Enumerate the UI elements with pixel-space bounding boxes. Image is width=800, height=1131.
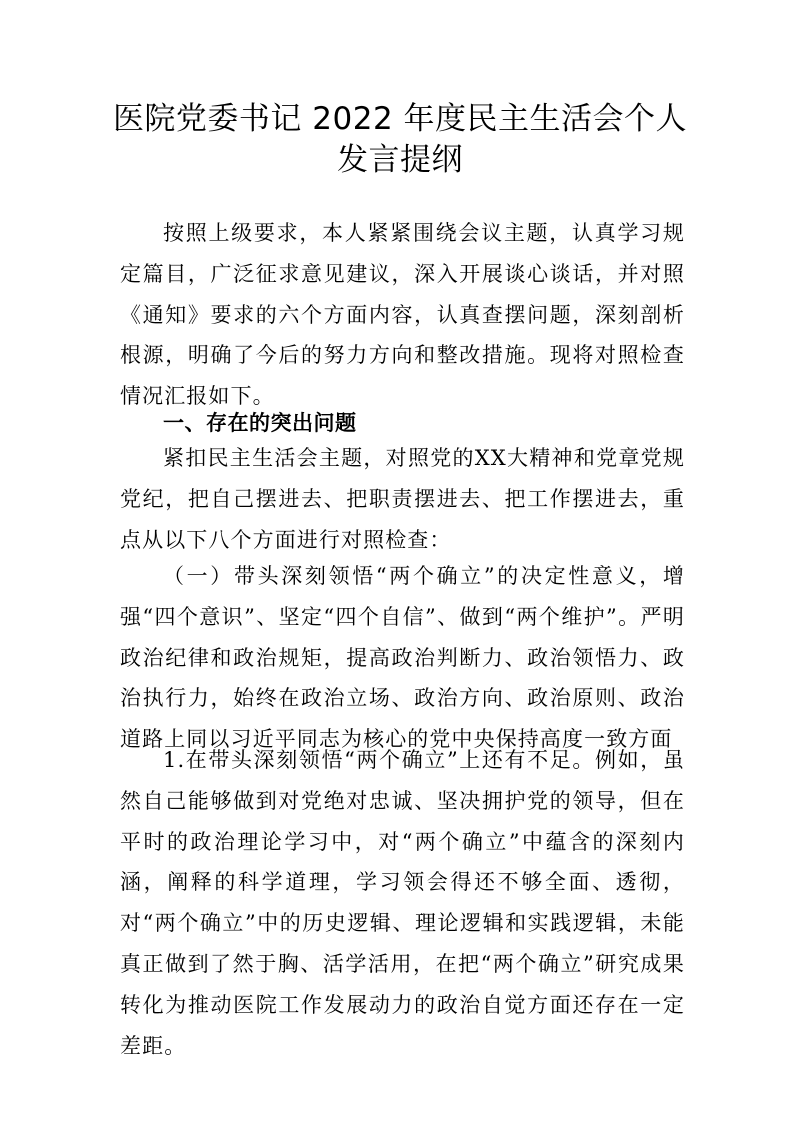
document-title-line-2: 发言提纲 [337, 142, 463, 178]
paragraph-check-scope: 紧扣民主生活会主题，对照党的XX大精神和党章党规党纪，把自己摆进去、把职责摆进去、把工作摆进去，重点从以下八个方面进行对照检查： [120, 446, 685, 552]
section-heading-problems: 一、存在的突出问题 [163, 411, 357, 435]
paragraph-section-one: （一）带头深刻领悟“两个确立”的决定性意义，增强“四个意识”、坚定“四个自信”、做到“两个维护”。严明政治纪律和政治规矩，提高政治判断力、政治领悟力、政治执行力，始终在政治立场、政治方向、政治原则、政治道路上同以习近平同志为核心的党中央保持高度一致方面 [120, 564, 685, 752]
paragraph-item-one: 1.在带头深刻领悟“两个确立”上还有不足。例如，虽然自己能够做到对党绝对忠诚、坚决拥护党的领导，但在平时的政治理论学习中，对“两个确立”中蕴含的深刻内涵，阐释的科学道理，学习领会得还不够全面、透彻，对“两个确立”中的历史逻辑、理论逻辑和实践逻辑，未能真正做到了然于胸、活学活用，在把“两个确立”研究成果转化为推动医院工作发展动力的政治自觉方面还存在一定差距。 [120, 748, 685, 1058]
document-title-line-1: 医院党委书记 2022 年度民主生活会个人 [112, 101, 688, 137]
intro-paragraph: 按照上级要求，本人紧紧围绕会议主题，认真学习规定篇目，广泛征求意见建议，深入开展谈心谈话，并对照《通知》要求的六个方面内容，认真查摆问题，深刻剖析根源，明确了今后的努力方向和整改措施。现将对照检查情况汇报如下。 [120, 221, 685, 409]
